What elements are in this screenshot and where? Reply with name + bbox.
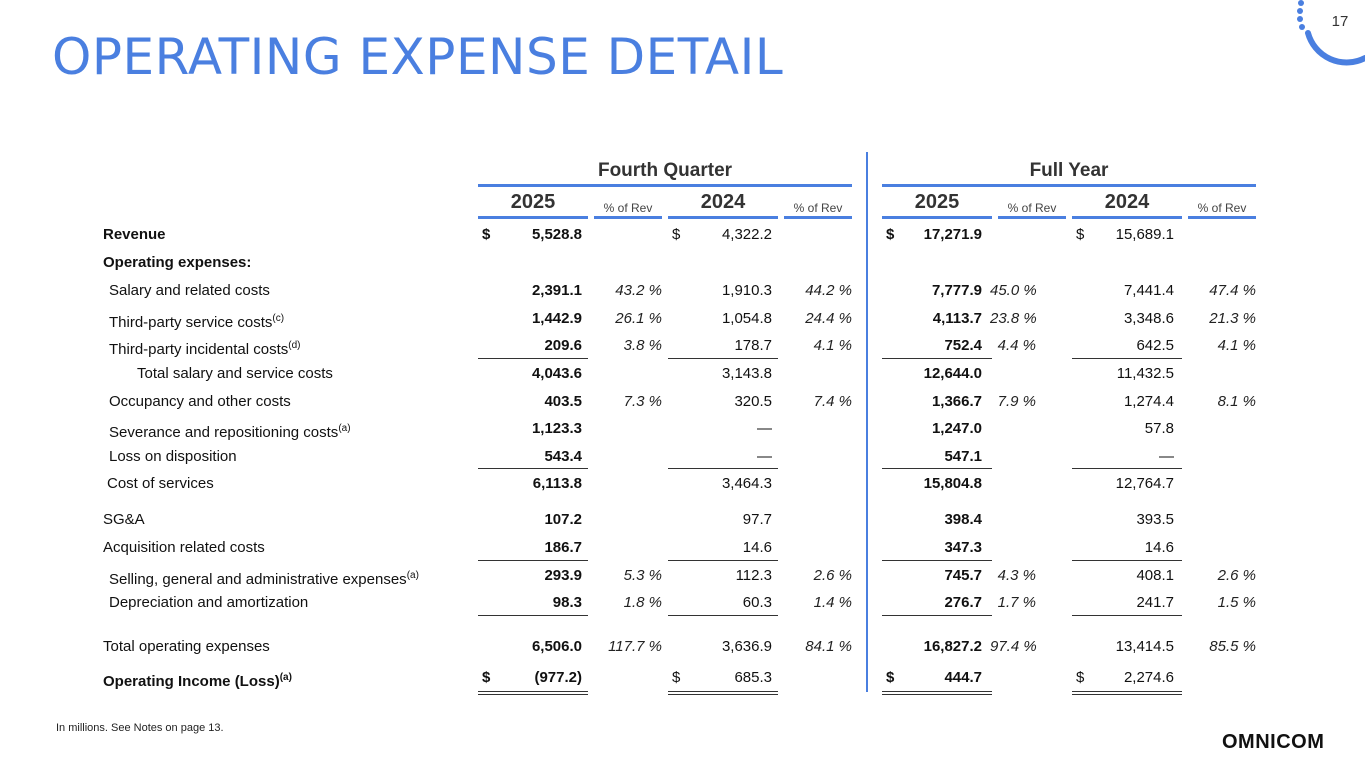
- row-label-text: Salary and related costs: [109, 282, 270, 299]
- percent-f24p: 2.6 %: [1217, 567, 1256, 584]
- subtotal-rule: [1072, 615, 1182, 616]
- value-q25: 403.5: [544, 393, 582, 410]
- subtotal-rule: [668, 468, 778, 469]
- value-q25: 543.4: [544, 448, 582, 465]
- percent-f25p: 4.3 %: [997, 567, 1036, 584]
- row-label: [109, 592, 308, 614]
- row-label-text: Operating Income (Loss): [103, 673, 280, 690]
- footnote-ref: (a): [338, 423, 351, 434]
- subtotal-rule: [668, 615, 778, 616]
- value-q25: (977.2): [534, 669, 582, 686]
- row-label: [109, 446, 237, 468]
- total-double-rule: [668, 694, 778, 695]
- value-f25: 17,271.9: [923, 226, 982, 243]
- header-fy-2025-pct: % of Rev: [1007, 201, 1057, 215]
- row-label-text: Cost of services: [107, 475, 214, 492]
- value-f25: 398.4: [944, 511, 982, 528]
- row-label: [103, 252, 251, 274]
- percent-q25p: 26.1 %: [615, 310, 662, 327]
- table-row: [0, 391, 1365, 413]
- value-f24: 7,441.4: [1123, 282, 1174, 299]
- percent-f25p: 45.0 %: [990, 282, 1037, 299]
- value-q24: 3,636.9: [721, 638, 772, 655]
- value-f24: 14.6: [1144, 539, 1174, 556]
- percent-q25p: 43.2 %: [615, 282, 662, 299]
- corner-arc-decoration: [1290, 0, 1365, 70]
- row-label: [109, 280, 270, 302]
- percent-q24p: 44.2 %: [805, 282, 852, 299]
- value-q25: 1,442.9: [531, 310, 582, 327]
- value-f24: 2,274.6: [1123, 669, 1174, 686]
- value-f25: 276.7: [944, 594, 982, 611]
- value-q24: 3,464.3: [721, 475, 772, 492]
- table-row: [0, 418, 1365, 440]
- currency-symbol: $: [886, 226, 895, 243]
- table-row: [0, 335, 1365, 357]
- value-f25: 347.3: [944, 539, 982, 556]
- subheader-rule: [784, 216, 852, 219]
- footnote-ref: (a): [279, 672, 292, 683]
- footnote-ref: (c): [272, 313, 285, 324]
- total-double-rule: [1072, 694, 1182, 695]
- value-f24: 393.5: [1136, 511, 1174, 528]
- percent-f24p: 47.4 %: [1209, 282, 1256, 299]
- value-q25: 6,113.8: [532, 475, 582, 492]
- subtotal-rule: [478, 560, 588, 561]
- percent-f25p: 4.4 %: [997, 337, 1036, 354]
- row-label: [103, 509, 145, 531]
- value-q24: 320.5: [734, 393, 772, 410]
- subheader-rule: [882, 216, 992, 219]
- subtotal-rule: [1072, 560, 1182, 561]
- value-f24: 3,348.6: [1123, 310, 1174, 327]
- total-double-rule: [882, 691, 992, 692]
- table-row: [0, 537, 1365, 559]
- row-label-text: Operating expenses:: [103, 254, 252, 271]
- row-label: [103, 667, 292, 693]
- value-f25: 16,827.2: [923, 638, 982, 655]
- row-label-text: Total salary and service costs: [137, 365, 333, 382]
- row-label: [103, 537, 265, 559]
- value-f24: 1,274.4: [1123, 393, 1174, 410]
- subtotal-rule: [478, 468, 588, 469]
- percent-q24p: 24.4 %: [805, 310, 852, 327]
- value-f24: 11,432.5: [1116, 365, 1174, 382]
- subheader-rule: [478, 216, 588, 219]
- percent-q24p: 1.4 %: [813, 594, 852, 611]
- value-f25: 444.7: [944, 669, 982, 686]
- value-q25: 4,043.6: [531, 365, 582, 382]
- value-q24: 112.3: [735, 567, 772, 584]
- row-label: [109, 565, 419, 591]
- percent-f24p: 21.3 %: [1209, 310, 1256, 327]
- percent-q25p: 3.8 %: [623, 337, 662, 354]
- value-f24: 57.8: [1144, 420, 1174, 437]
- row-label: [103, 224, 166, 246]
- subtotal-rule: [882, 615, 992, 616]
- value-q25: 293.9: [544, 567, 582, 584]
- currency-symbol: $: [482, 669, 491, 686]
- value-f25: 15,804.8: [923, 475, 982, 492]
- table-row: [0, 667, 1365, 689]
- header-fy-2025: 2025: [914, 191, 960, 213]
- value-q25: 1,123.3: [531, 420, 582, 437]
- table-row: [0, 636, 1365, 658]
- header-fourth-quarter: Fourth Quarter: [597, 160, 733, 181]
- percent-f25p: 97.4 %: [990, 638, 1037, 655]
- value-q24: 60.3: [742, 594, 772, 611]
- table-row: [0, 224, 1365, 246]
- value-f25: 1,366.7: [931, 393, 982, 410]
- header-full-year: Full Year: [1029, 160, 1109, 181]
- currency-symbol: $: [1076, 669, 1085, 686]
- value-q25: 98.3: [552, 594, 582, 611]
- percent-f24p: 1.5 %: [1217, 594, 1256, 611]
- percent-q25p: 1.8 %: [623, 594, 662, 611]
- value-q24: 3,143.8: [721, 365, 772, 382]
- value-q24: 97.7: [742, 511, 772, 528]
- total-double-rule: [668, 691, 778, 692]
- footnote-ref: (a): [406, 570, 419, 581]
- table-row: [0, 509, 1365, 531]
- subtotal-rule: [882, 468, 992, 469]
- header-fy-2024-pct: % of Rev: [1197, 201, 1247, 215]
- table-row: [0, 308, 1365, 330]
- value-q24: 14.6: [742, 539, 772, 556]
- total-double-rule: [882, 694, 992, 695]
- row-label: [107, 473, 214, 495]
- row-label-text: Revenue: [103, 226, 166, 243]
- percent-q25p: 5.3 %: [623, 567, 662, 584]
- percent-f25p: 7.9 %: [997, 393, 1036, 410]
- value-f25: 1,247.0: [931, 420, 982, 437]
- value-q25: 5,528.8: [531, 226, 582, 243]
- table-row: [0, 363, 1365, 385]
- value-q25: 186.7: [544, 539, 582, 556]
- row-label-text: Loss on disposition: [109, 448, 237, 465]
- currency-symbol: $: [672, 226, 681, 243]
- header-q-2025-pct: % of Rev: [603, 201, 653, 215]
- currency-symbol: $: [1076, 226, 1085, 243]
- value-f25: 745.7: [944, 567, 982, 584]
- row-label: [109, 418, 351, 444]
- value-f24: 12,764.7: [1115, 475, 1174, 492]
- currency-symbol: $: [482, 226, 491, 243]
- total-double-rule: [478, 691, 588, 692]
- row-label-text: Acquisition related costs: [103, 539, 265, 556]
- total-double-rule: [1072, 691, 1182, 692]
- subtotal-rule: [478, 615, 588, 616]
- table-row: [0, 592, 1365, 614]
- value-q24: 178.7: [734, 337, 772, 354]
- value-q24: 1,910.3: [721, 282, 772, 299]
- value-f25: 7,777.9: [931, 282, 982, 299]
- subtotal-rule: [882, 358, 992, 359]
- subheader-rule: [998, 216, 1066, 219]
- value-q25: 2,391.1: [531, 282, 582, 299]
- header-q-2025: 2025: [510, 191, 556, 213]
- footnote: In millions. See Notes on page 13.: [56, 722, 224, 734]
- value-f25: 752.4: [944, 337, 982, 354]
- value-f24: 642.5: [1136, 337, 1174, 354]
- value-q25: 107.2: [544, 511, 582, 528]
- header-rule-quarter: [478, 184, 852, 187]
- value-q25: 6,506.0: [531, 638, 582, 655]
- percent-q24p: 7.4 %: [813, 393, 852, 410]
- row-label-text: Third-party service costs: [109, 314, 273, 331]
- row-label: [137, 363, 333, 385]
- value-f25: 12,644.0: [923, 365, 982, 382]
- row-label-text: SG&A: [103, 511, 145, 528]
- value-f24: 408.1: [1136, 567, 1174, 584]
- value-q24: 685.3: [734, 669, 772, 686]
- value-q24: 4,322.2: [721, 226, 772, 243]
- row-label-text: Third-party incidental costs: [109, 341, 289, 358]
- percent-q25p: 7.3 %: [623, 393, 662, 410]
- subheader-rule: [594, 216, 662, 219]
- page-title: OPERATING EXPENSE DETAIL: [52, 28, 784, 86]
- row-label-text: Severance and repositioning costs: [109, 424, 339, 441]
- table-row: [0, 280, 1365, 302]
- subtotal-rule: [1072, 358, 1182, 359]
- value-q25: 209.6: [544, 337, 582, 354]
- value-f24: 241.7: [1136, 594, 1174, 611]
- subheader-rule: [1188, 216, 1256, 219]
- row-label-text: Occupancy and other costs: [109, 393, 291, 410]
- value-f24: 13,414.5: [1115, 638, 1174, 655]
- percent-q24p: 2.6 %: [813, 567, 852, 584]
- row-label: [103, 636, 270, 658]
- subtotal-rule: [478, 358, 588, 359]
- total-double-rule: [478, 694, 588, 695]
- subheader-rule: [1072, 216, 1182, 219]
- subtotal-rule: [668, 560, 778, 561]
- percent-f24p: 85.5 %: [1209, 638, 1256, 655]
- table-row: [0, 446, 1365, 468]
- row-label: [109, 335, 300, 361]
- table-row: [0, 473, 1365, 495]
- currency-symbol: $: [886, 669, 895, 686]
- percent-f24p: 4.1 %: [1217, 337, 1256, 354]
- header-fy-2024: 2024: [1104, 191, 1150, 213]
- row-label: [109, 391, 291, 413]
- value-q24: —: [757, 420, 772, 437]
- value-f24: —: [1159, 448, 1174, 465]
- currency-symbol: $: [672, 669, 681, 686]
- subtotal-rule: [882, 560, 992, 561]
- percent-q24p: 4.1 %: [813, 337, 852, 354]
- subtotal-rule: [668, 358, 778, 359]
- row-label: [109, 308, 284, 334]
- row-label-text: Depreciation and amortization: [109, 594, 309, 611]
- value-q24: —: [757, 448, 772, 465]
- percent-f25p: 23.8 %: [990, 310, 1037, 327]
- header-q-2024: 2024: [700, 191, 746, 213]
- value-f24: 15,689.1: [1115, 226, 1174, 243]
- value-q24: 1,054.8: [721, 310, 772, 327]
- table-row: [0, 565, 1365, 587]
- row-label-text: Selling, general and administrative expenses: [109, 571, 407, 588]
- value-f25: 4,113.7: [932, 310, 982, 327]
- percent-q25p: 117.7 %: [608, 638, 662, 655]
- page-number: 17: [1331, 13, 1349, 30]
- value-f25: 547.1: [944, 448, 982, 465]
- row-label-text: Total operating expenses: [103, 638, 270, 655]
- percent-q24p: 84.1 %: [805, 638, 852, 655]
- header-rule-full-year: [882, 184, 1256, 187]
- subtotal-rule: [1072, 468, 1182, 469]
- percent-f24p: 8.1 %: [1217, 393, 1256, 410]
- subheader-rule: [668, 216, 778, 219]
- footnote-ref: (d): [288, 340, 301, 351]
- header-q-2024-pct: % of Rev: [793, 201, 843, 215]
- table-row: [0, 252, 1365, 274]
- percent-f25p: 1.7 %: [997, 594, 1036, 611]
- omnicom-logo: OMNICOM: [1222, 731, 1325, 753]
